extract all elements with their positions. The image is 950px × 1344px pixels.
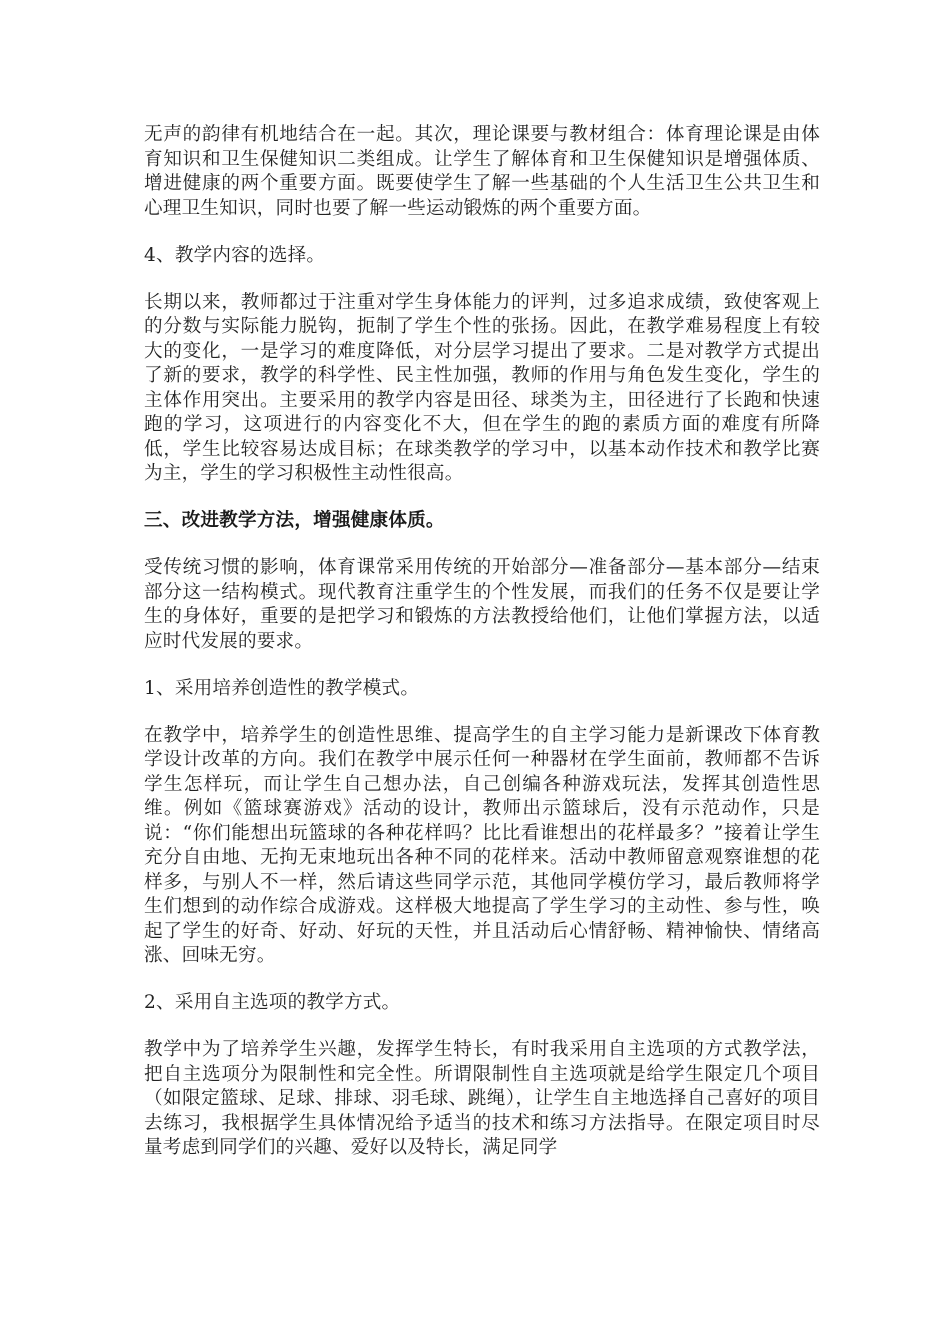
item-creative-teaching-model: 1、采用培养创造性的教学模式。 [144, 677, 420, 699]
document-page [144, 123, 820, 1183]
paragraph-theory-course: 无声的韵律有机地结合在一起。其次，理论课要与教材组合：体育理论课是由体育知识和卫生保健知识二类组成。让学生了解体育和卫生保健知识是增强体质、增进健康的两个重要方面。既要使学生了解一些基础的个人生活卫生公共卫生和心理卫生知识，同时也要了解一些运动锻炼的两个重要方面。 [144, 124, 820, 219]
paragraph-autonomous-selection: 教学中为了培养学生兴趣，发挥学生特长，有时我采用自主选项的方式教学法，把自主选项分为限制性和完全性。所谓限制性自主选项就是给学生限定几个项目（如限定篮球、足球、排球、羽毛球、跳绳），让学生自主地选择自己喜好的项目去练习，我根据学生具体情况给予适当的技术和练习方法指导。在限定项目时尽量考虑到同学们的兴趣、爱好以及特长，满足同学 [144, 1039, 820, 1158]
item-autonomous-selection: 2、采用自主选项的教学方式。 [144, 992, 401, 1013]
item-teaching-content-selection: 4、教学内容的选择。 [144, 244, 326, 266]
paragraph-creative-thinking: 在教学中，培养学生的创造性思维、提高学生的自主学习能力是新课改下体育教学设计改革的方向。我们在教学中展示任何一种器材在学生面前，教师都不告诉学生怎样玩，而让学生自己想办法，自己创编各种游戏玩法，发挥其创造性思维。例如《篮球赛游戏》活动的设计，教师出示篮球后，没有示范动作，只是说：“你们能想出玩篮球的各种花样吗？比比看谁想出的花样最多？”接着让学生充分自由地、无拘无束地玩出各种不同的花样来。活动中教师留意观察谁想的花样多，与别人不一样，然后请这些同学示范，其他同学模仿学习，最后教师将学生们想到的动作综合成游戏。这样极大地提高了学生学习的主动性、参与性，唤起了学生的好奇、好动、好玩的天性，并且活动后心情舒畅、精神愉快、情绪高涨、回味无穷。 [144, 724, 820, 966]
paragraph-teaching-content: 长期以来，教师都过于注重对学生身体能力的评判，过多追求成绩，致使客观上的分数与实际能力脱钩，扼制了学生个性的张扬。因此，在教学难易程度上有较大的变化，一是学习的难度降低，对分层学习提出了要求。二是对教学方式提出了新的要求，教学的科学性、民主性加强，教师的作用与角色发生变化，学生的主体作用突出。主要采用的教学内容是田径、球类为主，田径进行了长跑和快速跑的学习，这项进行的内容变化不大，但在学生的跑的素质方面的难度有所降低，学生比较容易达成目标；在球类教学的学习中，以基本动作技术和教学比赛为主，学生的学习积极性主动性很高。 [144, 291, 820, 484]
section-heading-improve-methods: 三、改进教学方法，增强健康体质。 [144, 510, 445, 531]
paragraph-traditional-structure: 受传统习惯的影响，体育课常采用传统的开始部分—准备部分—基本部分—结束部分这一结构模式。现代教育注重学生的个性发展，而我们的任务不仅是要让学生的身体好，重要的是把学习和锻炼的方法教授给他们，让他们掌握方法，以适应时代发展的要求。 [144, 557, 820, 652]
